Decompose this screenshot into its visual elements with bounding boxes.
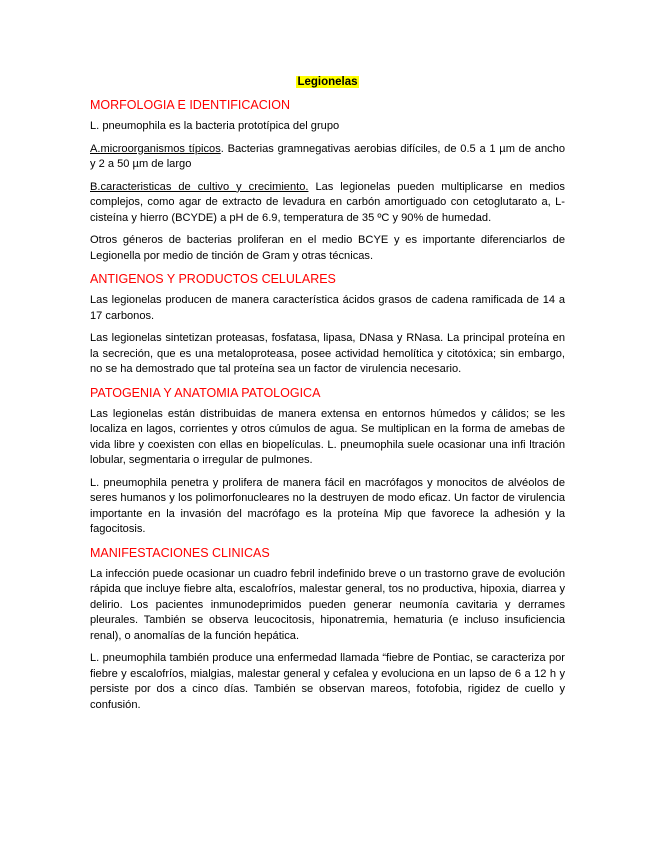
paragraph-text: . Bacterias gramnegativas aerobias difíciles, de 0.5 a 1 µm de ancho y 2 a 50 µm de largo bbox=[90, 142, 565, 170]
paragraph: L. pneumophila es la bacteria prototípica del grupo bbox=[90, 120, 340, 132]
paragraph bbox=[90, 180, 565, 227]
section-heading-antigenos: ANTIGENOS Y PRODUCTOS CELULARES bbox=[90, 272, 336, 286]
paragraph: L. pneumophila también produce una enfermedad llamada “fiebre de Pontiac, se caracteriza por fiebre y escalofríos, mialgias, malestar general y cefalea y evoluciona en un lapso de 6 a 12 h y persiste por dos a cinco días. También se observan mareos, fotofobia, rigidez de cuello y confusión. bbox=[90, 652, 565, 711]
title-block bbox=[90, 73, 565, 90]
section-morfologia bbox=[90, 97, 565, 264]
section-antigenos bbox=[90, 271, 565, 378]
paragraph: Las legionelas están distribuidas de manera extensa en entornos húmedos y cálidos; se les localiza en lagos, corrientes y otros cúmulos de agua. Se multiplican en la forma de amebas de vida libre y coexisten con ellas en biopelículas. L. pneumophila suele ocasionar una infi ltración lobular, segmentaria o irregular de pulmones. bbox=[90, 407, 565, 466]
paragraph: Las legionelas producen de manera característica ácidos grasos de cadena ramificada de 14 a 17 carbonos. bbox=[90, 294, 565, 322]
section-heading-manifestaciones: MANIFESTACIONES CLINICAS bbox=[90, 545, 270, 560]
section-patogenia bbox=[90, 385, 565, 538]
underlined-subheading: B.caracteristicas de cultivo y crecimiento. bbox=[90, 180, 309, 193]
document-title: Legionelas bbox=[297, 76, 358, 88]
paragraph: Otros géneros de bacterias proliferan en el medio BCYE y es importante diferenciarlos de Legionella por medio de tinción de Gram y otras técnicas. bbox=[90, 234, 565, 262]
paragraph: Las legionelas sintetizan proteasas, fosfatasa, lipasa, DNasa y RNasa. La principal proteína en la secreción, que es una metaloproteasa, posee actividad hemolítica y citotóxica; sin embargo, no se ha demostrado que tal proteína sea un factor de virulencia necesario. bbox=[90, 332, 565, 375]
paragraph bbox=[90, 142, 565, 173]
paragraph: L. pneumophila penetra y prolifera de manera fácil en macrófagos y monocitos de alvéolos de seres humanos y los polimorfonucleares no la destruyen de modo eficaz. Un factor de virulencia importante en la invasión del macrófago es la proteína Mip que favorece la adhesión y la fagocitosis. bbox=[90, 476, 565, 535]
section-heading-morfologia: MORFOLOGIA E IDENTIFICACION bbox=[90, 98, 291, 112]
section-manifestaciones bbox=[90, 545, 565, 714]
paragraph-text: Las legionelas pueden multiplicarse en medios complejos, como agar de extracto de levadura en carbón amortiguado con cetoglutarato a, L-cisteína y hierro (BCYDE) a pH de 6.9, temperatura de 35 ºC y 90% de humedad. bbox=[90, 180, 565, 224]
section-heading-patogenia: PATOGENIA Y ANATOMIA PATOLOGICA bbox=[90, 385, 321, 400]
underlined-subheading: A.microorganismos típicos bbox=[90, 142, 221, 155]
paragraph: La infección puede ocasionar un cuadro febril indefinido breve o un trastorno grave de evolución rápida que incluye fiebre alta, escalofríos, malestar general, tos no productiva, hipoxia, diarrea y delirio. Los pacientes inmunodeprimidos pueden generar neumonía cavitaria y derrames pleurales. También se observa leucocitosis, hiponatremia, hematuria (e incluso insuficiencia renal), o anomalías de la función hepática. bbox=[90, 567, 565, 642]
